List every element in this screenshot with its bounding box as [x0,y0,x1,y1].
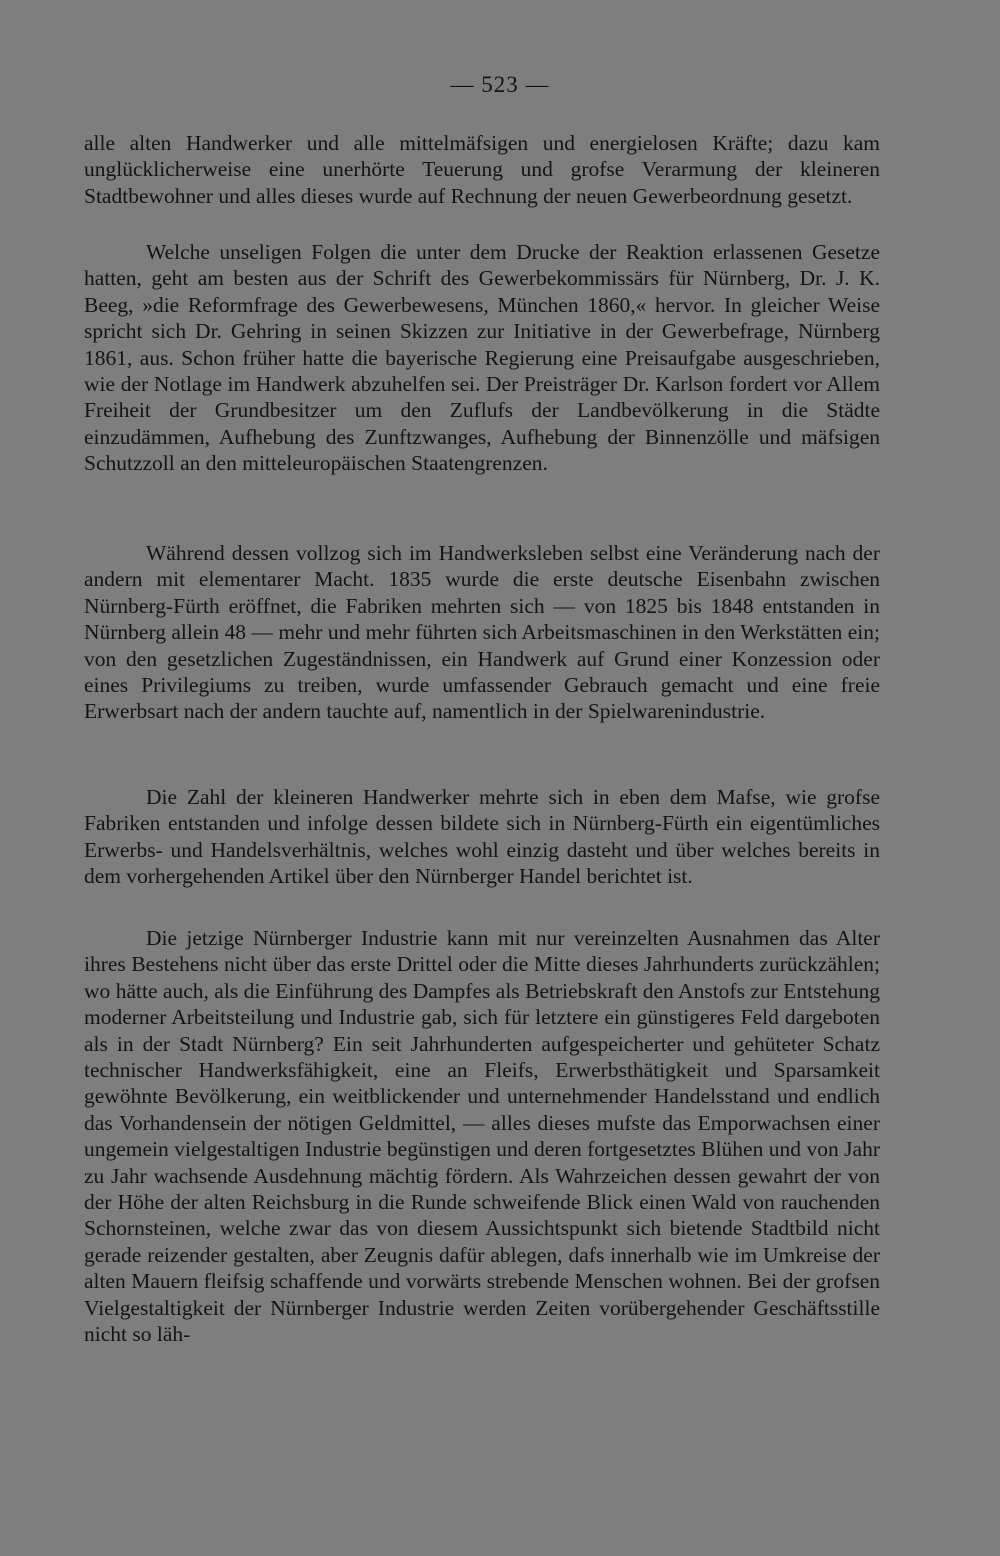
paragraph-3: Während dessen vollzog sich im Handwerksleben selbst eine Veränderung nach der andern mit elementarer Macht. 1835 wurde die erste deutsche Eisenbahn zwischen Nürnberg-Fürth eröffnet, die Fabriken mehrten sich — von 1825 bis 1848 entstanden in Nürnberg allein 48 — mehr und mehr führten sich Arbeitsmaschinen in den Werkstätten ein; von den gesetzlichen Zugeständnissen, ein Handwerk auf Grund einer Konzession oder eines Privilegiums zu treiben, wurde umfassender Gebrauch gemacht und eine freie Erwerbsart nach der andern tauchte auf, namentlich in der Spielwarenindustrie. [84,541,880,724]
paragraph-block-3 [84,540,880,725]
paragraph-2: Welche unseligen Folgen die unter dem Drucke der Reaktion erlassenen Gesetze hatten, geht am besten aus der Schrift des Gewerbekommissärs für Nürnberg, Dr. J. K. Beeg, »die Reformfrage des Gewerbewesens, München 1860,« hervor. In gleicher Weise spricht sich Dr. Gehring in seinen Skizzen zur Initiative in der Gewerbefrage, Nürnberg 1861, aus. Schon früher hatte die bayerische Regierung eine Preisaufgabe ausgeschrieben, wie der Notlage im Handwerk abzuhelfen sei. Der Preisträger Dr. Karlson fordert vor Allem Freiheit der Grundbesitzer um den Zuflufs der Landbevölkerung in die Städte einzudämmen, Aufhebung des Zunftzwanges, Aufhebung der Binnenzölle und mäfsigen Schutzzoll an den mitteleuropäischen Staatengrenzen. [84,240,880,476]
paragraph-block-4 [84,784,880,890]
paragraph-5: Die jetzige Nürnberger Industrie kann mit nur vereinzelten Ausnahmen das Alter ihres Bestehens nicht über das erste Drittel oder die Mitte dieses Jahrhunderts zurückzählen; wo hätte auch, als die Einführung des Dampfes als Betriebskraft den Anstofs zur Entstehung moderner Arbeitsteilung und Industrie gab, sich für letztere ein günstigeres Feld dargeboten als in der Stadt Nürnberg? Ein seit Jahrhunderten aufgespeicherter und gehüteter Schatz technischer Handwerksfähigkeit, eine an Fleifs, Erwerbsthätigkeit und Sparsamkeit gewöhnte Bevölkerung, ein weitblickender und unternehmender Handelsstand und endlich das Vorhandensein der nötigen Geldmittel, — alles dieses mufste das Emporwachsen einer ungemein vielgestaltigen Industrie begünstigen und deren fortgesetztes Blühen und von Jahr zu Jahr wachsende Ausdehnung mächtig fördern. Als Wahrzeichen dessen gewahrt der von der Höhe der alten Reichsburg in die Runde schweifende Blick einen Wald von rauchenden Schornsteinen, welche zwar das von diesem Aussichtspunkt sich bietende Stadtbild nicht gerade reizender gestalten, aber Zeugnis dafür ablegen, dafs innerhalb wie im Umkreise der alten Mauern fleifsig schaffende und vorwärts strebende Menschen wohnen. Bei der grofsen Vielgestaltigkeit der Nürnberger Industrie werden Zeiten vorübergehender Geschäftsstille nicht so läh- [84,926,880,1347]
paragraph-block-1 [84,130,880,209]
paragraph-block-2 [84,239,880,477]
paragraph-4: Die Zahl der kleineren Handwerker mehrte sich in eben dem Mafse, wie grofse Fabriken entstanden und infolge dessen bildete sich in Nürnberg-Fürth ein eigentümliches Erwerbs- und Handelsverhältnis, welches wohl einzig dasteht und über welches bereits in dem vorhergehenden Artikel über den Nürnberger Handel berichtet ist. [84,785,880,889]
paragraph-1: alle alten Handwerker und alle mittelmäfsigen und energielosen Kräfte; dazu kam unglücklicherweise eine unerhörte Teuerung und grofse Verarmung der kleineren Stadtbewohner und alles dieses wurde auf Rechnung der neuen Gewerbeordnung gesetzt. [84,131,880,208]
page-number: — 523 — [450,72,550,97]
paragraph-block-5 [84,925,880,1348]
